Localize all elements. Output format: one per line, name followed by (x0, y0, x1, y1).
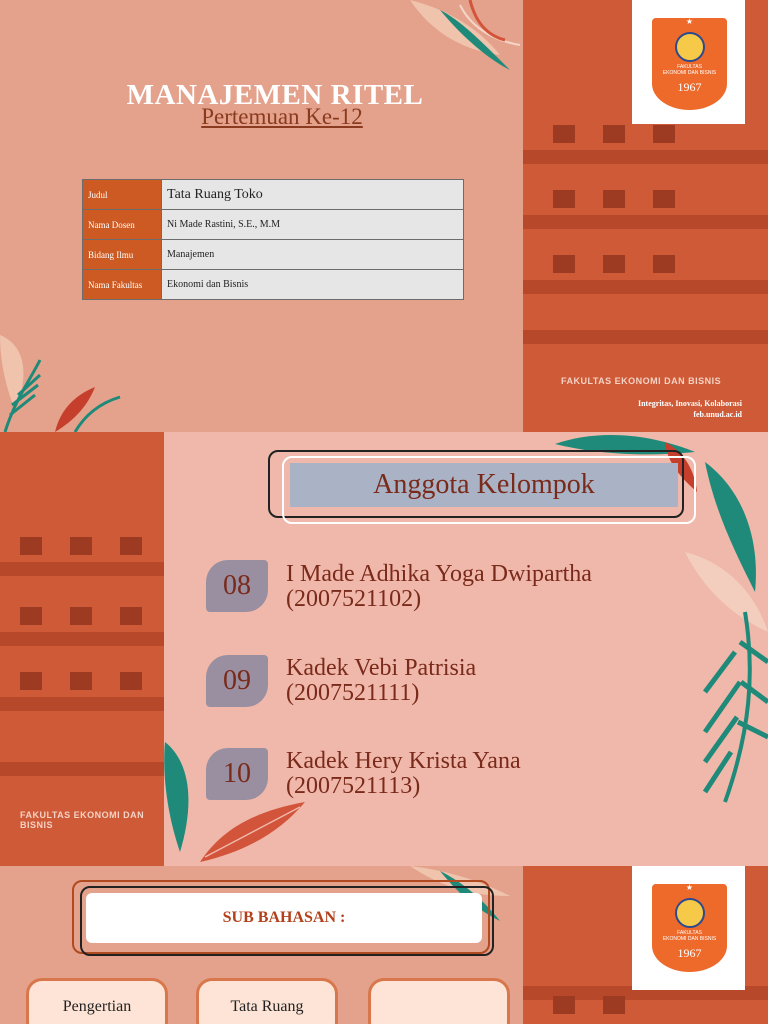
info-value: Tata Ruang Toko (162, 180, 464, 210)
info-value: Ni Made Rastini, S.E., M.M (162, 210, 464, 240)
topic-card (368, 978, 510, 1024)
palm-leaf-icon (370, 0, 530, 90)
building-sign: FAKULTAS EKONOMI DAN BISNIS (20, 810, 145, 830)
emblem-icon (675, 32, 705, 62)
info-key: Judul (83, 180, 162, 210)
logo-card (632, 0, 745, 124)
table-row (83, 240, 464, 270)
subtopics-slide (0, 866, 768, 1024)
info-key: Bidang Ilmu (83, 240, 162, 270)
title-slide (0, 0, 768, 432)
table-row (83, 270, 464, 300)
university-logo (652, 18, 727, 110)
building-photo (0, 432, 164, 866)
member-entry (286, 749, 521, 799)
tropical-leaf-icon (0, 315, 130, 432)
member-name: Kadek Hery Krista Yana (286, 748, 521, 774)
info-value: Manajemen (162, 240, 464, 270)
member-entry (286, 656, 476, 706)
section-heading: SUB BAHASAN : (86, 893, 482, 943)
info-value: Ekonomi dan Bisnis (162, 270, 464, 300)
logo-text: EKONOMI DAN BISNIS (662, 936, 717, 942)
member-number-badge: 10 (206, 748, 268, 800)
members-slide (0, 432, 768, 866)
logo-year: 1967 (677, 946, 702, 960)
logo-text: FAKULTAS (677, 64, 702, 70)
info-key: Nama Fakultas (83, 270, 162, 300)
member-name: I Made Adhika Yoga Dwipartha (286, 561, 592, 587)
slide-title: MANAJEMEN RITEL (126, 79, 424, 112)
table-row (83, 210, 464, 240)
logo-text: FAKULTAS (677, 930, 702, 936)
info-key: Nama Dosen (83, 210, 162, 240)
member-id: (2007521102) (286, 586, 422, 612)
member-number-badge: 09 (206, 655, 268, 707)
star-icon: ★ (685, 17, 694, 26)
building-sign: FAKULTAS EKONOMI DAN BISNIS (561, 376, 722, 386)
website-text: feb.unud.ac.id (693, 410, 742, 419)
topic-card: Pengertian (26, 978, 168, 1024)
star-icon: ★ (685, 883, 694, 892)
member-name: Kadek Vebi Patrisia (286, 655, 477, 681)
slide-subtitle: Pertemuan Ke-12 (201, 104, 363, 129)
info-table (82, 179, 464, 300)
university-logo (652, 884, 727, 972)
member-number-badge: 08 (206, 560, 268, 612)
tagline (638, 398, 742, 420)
table-row (83, 180, 464, 210)
logo-year: 1967 (677, 80, 702, 94)
section-heading: Anggota Kelompok (290, 463, 678, 507)
topic-card: Tata Ruang (196, 978, 338, 1024)
member-id: (2007521113) (286, 773, 421, 799)
member-id: (2007521111) (286, 680, 420, 706)
logo-text: EKONOMI DAN BISNIS (662, 70, 717, 76)
logo-card (632, 866, 745, 990)
emblem-icon (675, 898, 705, 928)
tagline-text: Integritas, Inovasi, Kolaborasi (637, 399, 742, 408)
member-entry (286, 562, 592, 612)
